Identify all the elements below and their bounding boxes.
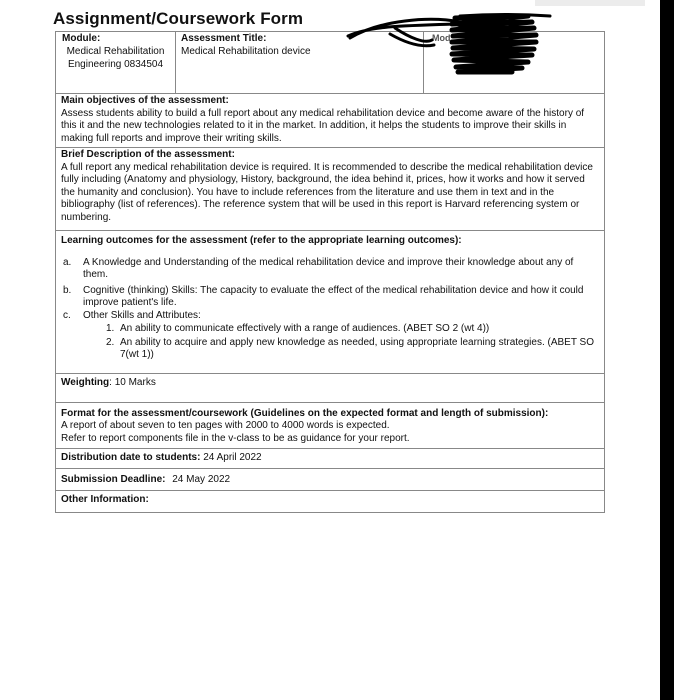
module-label: Module: [62, 33, 101, 44]
list-marker: c. [63, 309, 71, 321]
objectives-label: Main objectives of the assessment: [61, 95, 229, 106]
page-title: Assignment/Coursework Form [53, 9, 304, 28]
distribution-value: 24 April 2022 [203, 452, 262, 463]
sub-list-item [106, 323, 599, 336]
description-text: A full report any medical rehabilitation device is required. It is recommended to describe the medical rehabilitation device fully including (Anatomy and physiology, History, background, the idea behind it, prices, how it works and how it served the humanity and conclusion). You have to include references from the literature and use them in text and in the bibliography (list of references). The reference system that will be used in this report is Harvard referencing system or numbering. [61, 161, 593, 223]
coursework-form [55, 31, 605, 513]
list-item [61, 310, 599, 323]
list-text: Other Skills and Attributes: [83, 309, 201, 321]
deadline-section [55, 469, 605, 492]
sub-list-item [106, 337, 599, 362]
list-item [61, 257, 599, 282]
top-strip [535, 0, 645, 6]
other-information-section [55, 491, 605, 513]
description-section [55, 148, 605, 231]
list-marker: a. [63, 256, 72, 268]
learning-outcomes-section [55, 231, 605, 374]
list-text: A Knowledge and Understanding of the medical rehabilitation device and improve their knowledge about any of them. [83, 256, 574, 280]
objectives-text: Assess students ability to build a full report about any medical rehabilitation device and become aware of the history of this it and the new technologies related to it in the market. In addition, it helps the students to improve their skills in making full reports and improve their writing skills. [61, 107, 585, 144]
sub-list-marker: 2. [106, 336, 115, 348]
format-line-2: Refer to report components file in the v-class to be as guidance for your report. [61, 432, 410, 444]
learning-outcomes-label: Learning outcomes for the assessment (refer to the appropriate learning outcomes): [61, 235, 462, 246]
module-value: Medical Rehabilitation Engineering 0834504 [66, 46, 165, 70]
distribution-section [55, 449, 605, 469]
deadline-label: Submission Deadline: [61, 473, 166, 485]
sub-list-text: An ability to acquire and apply new knowledge as needed, using appropriate learning strategies. (ABET SO 7(wt 1)) [120, 336, 594, 360]
description-label: Brief Description of the assessment: [61, 149, 235, 160]
distribution-label: Distribution date to students: [61, 452, 201, 463]
list-marker: b. [63, 284, 72, 296]
window-edge [660, 0, 674, 700]
module-cell [56, 32, 176, 93]
mod-label: Mod [432, 33, 451, 43]
weighting-section [55, 374, 605, 403]
deadline-value: 24 May 2022 [172, 473, 231, 485]
format-line-1: A report of about seven to ten pages with 2000 to 4000 words is expected. [61, 420, 390, 431]
other-information-label: Other Information: [61, 494, 149, 505]
format-section [55, 403, 605, 450]
assessment-title-value: Medical Rehabilitation device [181, 46, 311, 57]
list-item [61, 285, 599, 310]
format-label: Format for the assessment/coursework (Guidelines on the expected format and length of submission): [61, 407, 549, 419]
list-text: Cognitive (thinking) Skills: The capacity to evaluate the effect of the medical rehabilitation device and how it could improve patient's life. [83, 284, 584, 308]
redaction-scribble [340, 12, 570, 82]
weighting-label: Weighting [61, 376, 110, 388]
assessment-title-label: Assessment Title: [181, 33, 267, 44]
weighting-value: : 10 Marks [109, 376, 156, 388]
sub-list-text: An ability to communicate effectively with a range of audiences. (ABET SO 2 (wt 4)) [120, 323, 490, 334]
sub-list-marker: 1. [106, 323, 115, 334]
objectives-section [55, 94, 605, 148]
